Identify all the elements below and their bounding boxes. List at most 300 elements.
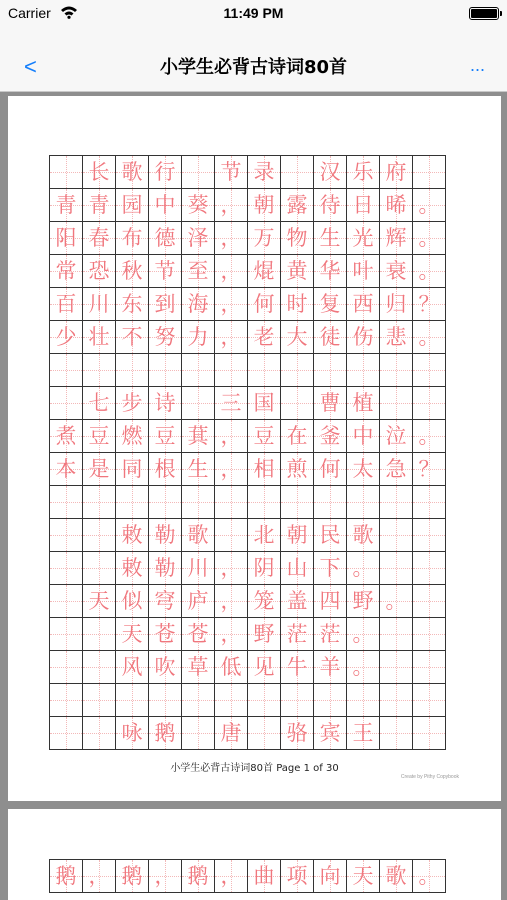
cell-character: 鹅: [121, 863, 143, 888]
cell-character: 西: [352, 291, 374, 316]
cell-character: 歌: [121, 159, 143, 184]
grid-cell: [380, 552, 413, 585]
grid-cell: [215, 717, 248, 750]
cell-character: 努: [154, 324, 176, 349]
cell-character: 露: [286, 192, 308, 217]
cell-character: 川: [88, 291, 110, 316]
grid-cell: [149, 552, 182, 585]
grid-cell: [149, 618, 182, 651]
cell-character: 阴: [253, 555, 275, 580]
grid-cell: [83, 552, 116, 585]
grid-cell: [182, 354, 215, 387]
grid-cell: [83, 189, 116, 222]
grid-cell: [380, 486, 413, 519]
grid-row: [50, 486, 446, 519]
grid-cell: [347, 420, 380, 453]
grid-cell: [380, 651, 413, 684]
grid-cell: [215, 651, 248, 684]
grid-cell: [182, 552, 215, 585]
grid-cell: [281, 189, 314, 222]
grid-cell: [281, 321, 314, 354]
grid-cell: [413, 486, 446, 519]
grid-cell: [380, 860, 413, 893]
grid-row: [50, 519, 446, 552]
cell-character: ？: [418, 291, 440, 316]
grid-cell: [380, 189, 413, 222]
grid-cell: [314, 321, 347, 354]
grid-cell: [149, 387, 182, 420]
grid-cell: [380, 222, 413, 255]
cell-character: 笼: [253, 588, 275, 613]
cell-character: 焜: [253, 258, 275, 283]
cell-character: 诗: [154, 390, 176, 415]
cell-character: 。: [352, 621, 374, 646]
grid-cell: [314, 486, 347, 519]
grid-cell: [182, 387, 215, 420]
cell-character: 青: [88, 192, 110, 217]
cell-character: 骆: [286, 720, 308, 745]
cell-character: 煮: [55, 423, 77, 448]
cell-character: 勒: [154, 555, 176, 580]
grid-cell: [182, 420, 215, 453]
grid-cell: [182, 651, 215, 684]
cell-character: 相: [253, 456, 275, 481]
cell-character: 归: [385, 291, 407, 316]
grid-cell: [281, 618, 314, 651]
grid-cell: [149, 453, 182, 486]
grid-cell: [116, 288, 149, 321]
battery-icon: [469, 7, 499, 20]
grid-row: [50, 222, 446, 255]
grid-cell: [215, 486, 248, 519]
grid-cell: [116, 321, 149, 354]
cell-character: 朝: [253, 192, 275, 217]
grid-cell: [380, 618, 413, 651]
cell-character: ，: [220, 258, 242, 283]
grid-cell: [83, 860, 116, 893]
cell-character: 王: [352, 720, 374, 745]
cell-character: 植: [352, 390, 374, 415]
cell-character: 复: [319, 291, 341, 316]
grid-row: [50, 420, 446, 453]
cell-character: 敕: [121, 522, 143, 547]
grid-cell: [347, 519, 380, 552]
cell-character: 不: [121, 324, 143, 349]
cell-character: 至: [187, 258, 209, 283]
grid-cell: [215, 552, 248, 585]
grid-cell: [149, 860, 182, 893]
grid-cell: [248, 486, 281, 519]
grid-cell: [50, 717, 83, 750]
pdf-page-1: [8, 96, 501, 801]
grid-cell: [83, 321, 116, 354]
cell-character: 节: [154, 258, 176, 283]
grid-cell: [182, 321, 215, 354]
grid-cell: [281, 387, 314, 420]
cell-character: 吹: [154, 654, 176, 679]
grid-cell: [149, 651, 182, 684]
cell-character: 牛: [286, 654, 308, 679]
grid-cell: [50, 387, 83, 420]
grid-cell: [215, 387, 248, 420]
grid-cell: [215, 860, 248, 893]
grid-cell: [149, 156, 182, 189]
cell-character: 鹅: [154, 720, 176, 745]
grid-cell: [413, 321, 446, 354]
grid-cell: [182, 684, 215, 717]
grid-cell: [83, 222, 116, 255]
grid-cell: [413, 189, 446, 222]
grid-cell: [116, 684, 149, 717]
grid-cell: [215, 618, 248, 651]
cell-character: 苍: [154, 621, 176, 646]
grid-cell: [215, 189, 248, 222]
grid-cell: [50, 222, 83, 255]
grid-cell: [281, 354, 314, 387]
grid-cell: [116, 420, 149, 453]
cell-character: ，: [220, 225, 242, 250]
grid-cell: [347, 222, 380, 255]
navigation-bar: [0, 28, 507, 92]
grid-cell: [83, 684, 116, 717]
grid-cell: [182, 486, 215, 519]
cell-character: 到: [154, 291, 176, 316]
grid-cell: [248, 585, 281, 618]
grid-cell: [314, 618, 347, 651]
grid-cell: [182, 860, 215, 893]
grid-cell: [83, 288, 116, 321]
grid-cell: [83, 519, 116, 552]
grid-row: [50, 860, 446, 893]
grid-cell: [116, 585, 149, 618]
grid-row: [50, 255, 446, 288]
cell-character: 。: [418, 225, 440, 250]
carrier-label: Carrier: [8, 5, 51, 21]
cell-character: 待: [319, 192, 341, 217]
cell-character: 三: [220, 390, 242, 415]
grid-cell: [83, 354, 116, 387]
grid-cell: [347, 651, 380, 684]
grid-cell: [215, 420, 248, 453]
grid-cell: [347, 354, 380, 387]
grid-cell: [83, 420, 116, 453]
more-button[interactable]: ...: [469, 55, 485, 75]
page-footer: 小学生必背古诗词80首 Page 1 of 30: [170, 763, 339, 774]
cell-character: 低: [220, 654, 242, 679]
grid-cell: [149, 717, 182, 750]
cell-character: 煎: [286, 456, 308, 481]
cell-character: 衰: [385, 258, 407, 283]
cell-character: ，: [220, 863, 242, 888]
grid-cell: [248, 453, 281, 486]
grid-cell: [380, 717, 413, 750]
grid-cell: [248, 618, 281, 651]
cell-character: 泽: [187, 225, 209, 250]
practice-grid: [49, 859, 446, 893]
grid-cell: [83, 618, 116, 651]
cell-character: 晞: [385, 192, 407, 217]
cell-character: 山: [286, 555, 308, 580]
cell-character: ，: [220, 621, 242, 646]
grid-cell: [182, 717, 215, 750]
cell-character: 物: [286, 225, 308, 250]
cell-character: 曹: [319, 390, 341, 415]
grid-cell: [380, 321, 413, 354]
cell-character: 北: [253, 522, 275, 547]
grid-cell: [347, 156, 380, 189]
grid-cell: [149, 585, 182, 618]
cell-character: 华: [319, 258, 341, 283]
grid-cell: [281, 684, 314, 717]
grid-cell: [50, 651, 83, 684]
cell-character: 急: [385, 456, 407, 481]
cell-character: 。: [352, 654, 374, 679]
grid-cell: [50, 321, 83, 354]
grid-cell: [50, 860, 83, 893]
cell-character: ，: [88, 863, 110, 888]
cell-character: 阳: [55, 225, 77, 250]
grid-cell: [413, 618, 446, 651]
grid-cell: [50, 618, 83, 651]
grid-cell: [281, 156, 314, 189]
cell-character: 天: [88, 588, 110, 613]
grid-cell: [281, 585, 314, 618]
cell-character: 布: [121, 225, 143, 250]
cell-character: 万: [253, 225, 275, 250]
grid-cell: [248, 255, 281, 288]
grid-cell: [314, 156, 347, 189]
grid-cell: [248, 519, 281, 552]
pdf-viewer[interactable]: [0, 93, 507, 900]
grid-cell: [116, 387, 149, 420]
grid-cell: [182, 453, 215, 486]
grid-cell: [182, 585, 215, 618]
grid-cell: [413, 156, 446, 189]
grid-cell: [380, 519, 413, 552]
cell-character: 七: [88, 390, 110, 415]
cell-character: 伤: [352, 324, 374, 349]
grid-cell: [314, 519, 347, 552]
cell-character: ，: [220, 555, 242, 580]
grid-cell: [314, 585, 347, 618]
grid-cell: [215, 354, 248, 387]
grid-cell: [380, 255, 413, 288]
cell-character: 草: [187, 654, 209, 679]
back-button[interactable]: <: [24, 54, 37, 79]
grid-cell: [347, 552, 380, 585]
grid-cell: [347, 189, 380, 222]
cell-character: 羊: [319, 654, 341, 679]
pdf-page-2: [8, 809, 501, 900]
grid-cell: [50, 453, 83, 486]
grid-cell: [314, 354, 347, 387]
cell-character: 野: [253, 621, 275, 646]
grid-cell: [50, 684, 83, 717]
grid-cell: [149, 288, 182, 321]
grid-row: [50, 684, 446, 717]
grid-cell: [314, 860, 347, 893]
grid-cell: [116, 222, 149, 255]
grid-cell: [50, 288, 83, 321]
grid-cell: [413, 420, 446, 453]
cell-character: 豆: [154, 423, 176, 448]
cell-character: 乐: [352, 159, 374, 184]
grid-cell: [281, 420, 314, 453]
grid-cell: [347, 860, 380, 893]
grid-cell: [50, 255, 83, 288]
cell-character: 向: [319, 863, 341, 888]
grid-cell: [248, 156, 281, 189]
grid-cell: [380, 420, 413, 453]
grid-cell: [215, 156, 248, 189]
cell-character: 敕: [121, 555, 143, 580]
grid-cell: [281, 519, 314, 552]
grid-cell: [50, 552, 83, 585]
cell-character: 汉: [319, 159, 341, 184]
cell-character: 节: [220, 159, 242, 184]
grid-cell: [380, 387, 413, 420]
grid-cell: [413, 354, 446, 387]
cell-character: 釜: [319, 423, 341, 448]
grid-cell: [281, 860, 314, 893]
grid-cell: [83, 585, 116, 618]
grid-cell: [116, 519, 149, 552]
grid-cell: [215, 222, 248, 255]
grid-cell: [83, 651, 116, 684]
grid-cell: [215, 321, 248, 354]
grid-cell: [215, 585, 248, 618]
grid-cell: [248, 189, 281, 222]
cell-character: 豆: [88, 423, 110, 448]
cell-character: 同: [121, 456, 143, 481]
cell-character: 下: [319, 555, 341, 580]
grid-cell: [215, 288, 248, 321]
grid-cell: [182, 288, 215, 321]
grid-cell: [413, 717, 446, 750]
grid-cell: [149, 222, 182, 255]
grid-row: [50, 453, 446, 486]
grid-row: [50, 321, 446, 354]
cell-character: 行: [154, 159, 176, 184]
cell-character: 中: [154, 192, 176, 217]
page-credit: Create by Pithy Copybook: [400, 774, 459, 780]
grid-cell: [50, 189, 83, 222]
grid-cell: [380, 354, 413, 387]
cell-character: 海: [187, 291, 209, 316]
grid-cell: [149, 519, 182, 552]
grid-cell: [248, 222, 281, 255]
cell-character: 春: [88, 225, 110, 250]
cell-character: 四: [319, 588, 341, 613]
cell-character: ？: [418, 456, 440, 481]
cell-character: 歌: [187, 522, 209, 547]
cell-character: 庐: [187, 588, 209, 613]
cell-character: 太: [352, 456, 374, 481]
grid-cell: [182, 618, 215, 651]
cell-character: 园: [121, 192, 143, 217]
grid-cell: [281, 486, 314, 519]
grid-cell: [149, 321, 182, 354]
grid-cell: [314, 684, 347, 717]
cell-character: 壮: [88, 324, 110, 349]
cell-character: 朝: [286, 522, 308, 547]
cell-character: 生: [319, 225, 341, 250]
cell-character: 茫: [286, 621, 308, 646]
grid-cell: [314, 255, 347, 288]
grid-cell: [248, 717, 281, 750]
grid-cell: [380, 453, 413, 486]
grid-row: [50, 354, 446, 387]
grid-row: [50, 156, 446, 189]
grid-cell: [413, 453, 446, 486]
cell-character: 录: [253, 159, 275, 184]
grid-cell: [116, 453, 149, 486]
grid-cell: [347, 684, 380, 717]
cell-character: 。: [418, 258, 440, 283]
grid-cell: [413, 684, 446, 717]
cell-character: 项: [286, 863, 308, 888]
cell-character: 力: [187, 324, 209, 349]
grid-cell: [248, 387, 281, 420]
grid-cell: [182, 519, 215, 552]
cell-character: 老: [253, 324, 275, 349]
grid-cell: [50, 585, 83, 618]
cell-character: 萁: [187, 423, 209, 448]
grid-cell: [116, 651, 149, 684]
cell-character: 恐: [88, 258, 110, 283]
grid-cell: [116, 189, 149, 222]
cell-character: 秋: [121, 258, 143, 283]
grid-cell: [314, 552, 347, 585]
cell-character: 是: [88, 456, 110, 481]
cell-character: ，: [220, 423, 242, 448]
grid-cell: [413, 860, 446, 893]
grid-cell: [116, 860, 149, 893]
grid-cell: [149, 255, 182, 288]
cell-character: 泣: [385, 423, 407, 448]
grid-cell: [413, 651, 446, 684]
grid-cell: [248, 684, 281, 717]
grid-cell: [50, 420, 83, 453]
cell-character: 根: [154, 456, 176, 481]
cell-character: 叶: [352, 258, 374, 283]
cell-character: 天: [352, 863, 374, 888]
cell-character: 鹅: [55, 863, 77, 888]
grid-cell: [248, 321, 281, 354]
page-title: 小学生必背古诗词80首: [159, 57, 348, 78]
cell-character: 在: [286, 423, 308, 448]
grid-cell: [248, 552, 281, 585]
grid-cell: [413, 288, 446, 321]
grid-cell: [116, 717, 149, 750]
grid-cell: [314, 420, 347, 453]
grid-cell: [83, 387, 116, 420]
cell-character: 。: [385, 588, 407, 613]
cell-character: 时: [286, 291, 308, 316]
grid-cell: [149, 354, 182, 387]
cell-character: 府: [385, 159, 407, 184]
grid-cell: [347, 486, 380, 519]
cell-character: 茫: [319, 621, 341, 646]
grid-cell: [50, 519, 83, 552]
cell-character: 。: [418, 863, 440, 888]
grid-cell: [83, 255, 116, 288]
grid-cell: [413, 552, 446, 585]
grid-cell: [281, 717, 314, 750]
grid-cell: [347, 717, 380, 750]
cell-character: 本: [55, 456, 77, 481]
cell-character: 天: [121, 621, 143, 646]
